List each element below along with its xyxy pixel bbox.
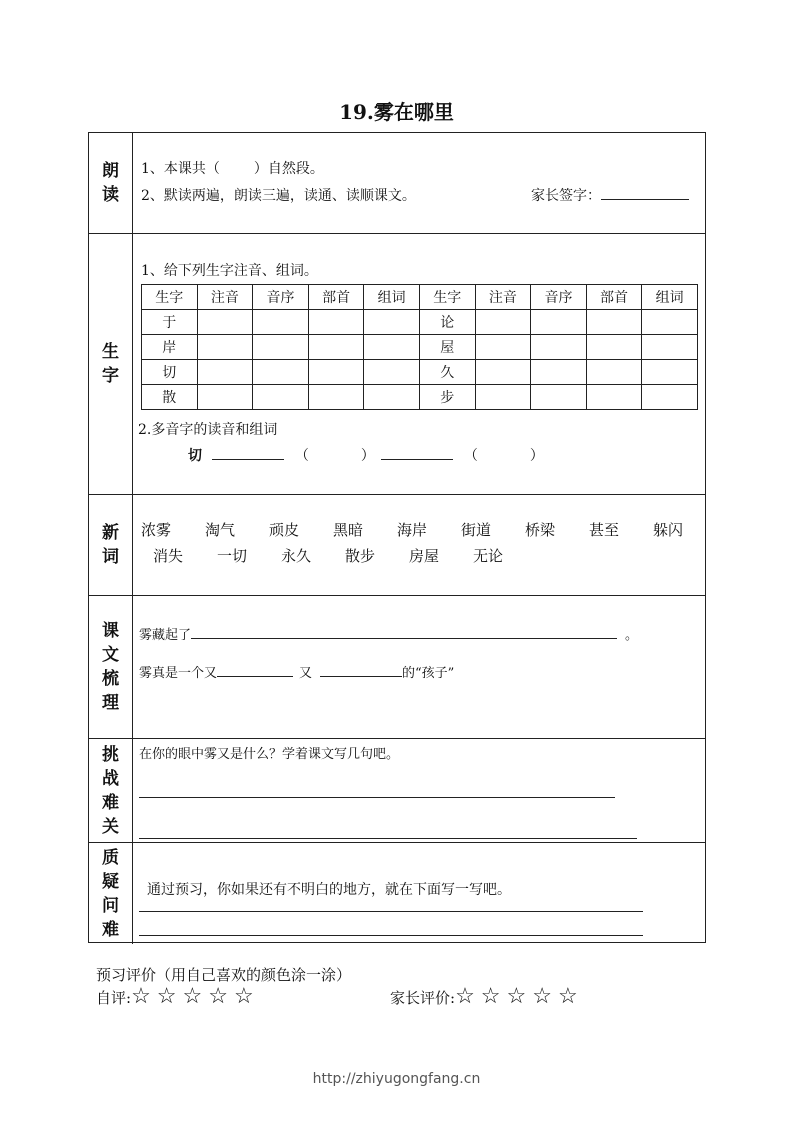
new-words-section xyxy=(89,495,705,596)
header-cell: 部首 xyxy=(586,285,642,310)
reading-label: 朗 读 xyxy=(89,133,133,233)
character-cell: 论 xyxy=(419,310,475,335)
header-cell: 生字 xyxy=(142,285,198,310)
parent-evaluation xyxy=(390,984,584,1009)
header-cell: 生字 xyxy=(419,285,475,310)
word-item: 淘气 xyxy=(205,521,236,539)
star-icon[interactable]: ☆ xyxy=(455,984,481,1009)
writing-line[interactable] xyxy=(139,797,615,798)
challenge-label: 挑 战 难 关 xyxy=(89,739,133,842)
polyphone-row: 切 （ ） （ ） xyxy=(188,448,544,464)
word-item: 躲闪 xyxy=(653,521,684,539)
answer-cell[interactable] xyxy=(364,385,420,410)
character-cell: 岸 xyxy=(142,335,198,360)
answer-cell[interactable] xyxy=(531,385,587,410)
worksheet-table xyxy=(88,132,706,943)
header-cell: 音序 xyxy=(531,285,587,310)
header-cell: 音序 xyxy=(253,285,309,310)
parent-rating-stars[interactable] xyxy=(455,984,584,1009)
answer-cell[interactable] xyxy=(531,335,587,360)
polyphone-title: 2.多音字的读音和组词 xyxy=(138,422,278,438)
character-cell: 于 xyxy=(142,310,198,335)
star-icon[interactable]: ☆ xyxy=(131,984,157,1009)
questions-section xyxy=(89,843,705,944)
character-cell: 散 xyxy=(142,385,198,410)
word-item: 甚至 xyxy=(589,521,620,539)
word-item: 无论 xyxy=(473,547,504,565)
reading-line-2: 2、默读两遍，朗读三遍，读通、读顺课文。 xyxy=(141,188,416,204)
word-list-row-2 xyxy=(153,545,503,566)
table-row xyxy=(142,310,698,335)
text-outline-section xyxy=(89,596,705,739)
word-item: 黑暗 xyxy=(333,521,364,539)
writing-line[interactable] xyxy=(139,935,643,936)
character-cell: 屋 xyxy=(419,335,475,360)
challenge-prompt: 在你的眼中雾又是什么？学着课文写几句吧。 xyxy=(139,747,400,762)
word-item: 海岸 xyxy=(397,521,428,539)
character-table xyxy=(141,284,698,410)
answer-cell[interactable] xyxy=(475,360,531,385)
adjective-blank-2[interactable] xyxy=(320,664,402,677)
self-evaluation xyxy=(96,984,260,1009)
text-outline-label: 课 文 梳 理 xyxy=(89,596,133,738)
outline-line-1: 雾藏起了 。 xyxy=(139,628,639,643)
star-icon[interactable]: ☆ xyxy=(506,984,533,1009)
word-item: 顽皮 xyxy=(269,521,300,539)
answer-cell[interactable] xyxy=(531,360,587,385)
answer-cell[interactable] xyxy=(197,335,253,360)
answer-cell[interactable] xyxy=(642,360,698,385)
hidden-things-blank[interactable] xyxy=(191,626,617,639)
answer-cell[interactable] xyxy=(308,335,364,360)
header-cell: 注音 xyxy=(197,285,253,310)
answer-cell[interactable] xyxy=(475,310,531,335)
answer-cell[interactable] xyxy=(586,335,642,360)
writing-line[interactable] xyxy=(139,911,643,912)
questions-prompt: 通过预习，你如果还有不明白的地方，就在下面写一写吧。 xyxy=(147,882,511,898)
header-cell: 注音 xyxy=(475,285,531,310)
table-header-row xyxy=(142,285,698,310)
reading-line-1: 1、本课共（ ）自然段。 xyxy=(141,161,324,177)
answer-cell[interactable] xyxy=(308,360,364,385)
answer-cell[interactable] xyxy=(642,310,698,335)
answer-cell[interactable] xyxy=(586,360,642,385)
answer-cell[interactable] xyxy=(642,335,698,360)
answer-cell[interactable] xyxy=(586,385,642,410)
reading-section xyxy=(89,133,705,234)
word-item: 桥梁 xyxy=(525,521,556,539)
word-item: 散步 xyxy=(345,547,376,565)
new-words-label: 新 词 xyxy=(89,495,133,595)
answer-cell[interactable] xyxy=(253,385,309,410)
characters-instruction: 1、给下列生字注音、组词。 xyxy=(141,263,318,279)
watermark-url: http://zhiyugongfang.cn xyxy=(312,1071,481,1087)
star-icon[interactable]: ☆ xyxy=(558,984,584,1009)
writing-line[interactable] xyxy=(139,838,637,839)
adjective-blank-1[interactable] xyxy=(217,664,293,677)
table-row xyxy=(142,360,698,385)
answer-cell[interactable] xyxy=(642,385,698,410)
character-cell: 切 xyxy=(142,360,198,385)
answer-cell[interactable] xyxy=(364,310,420,335)
word-list-row-1 xyxy=(141,519,683,540)
characters-section xyxy=(89,234,705,495)
word-item: 消失 xyxy=(153,547,184,565)
characters-label: 生 字 xyxy=(89,234,133,494)
word-item: 房屋 xyxy=(409,547,440,565)
answer-cell[interactable] xyxy=(475,335,531,360)
header-cell: 组词 xyxy=(364,285,420,310)
word-item: 浓雾 xyxy=(141,521,172,539)
table-row xyxy=(142,335,698,360)
answer-cell[interactable] xyxy=(253,335,309,360)
polyphone-char: 切 xyxy=(188,448,202,464)
parent-signature: 家长签字： xyxy=(531,185,689,205)
star-icon[interactable]: ☆ xyxy=(182,984,209,1009)
star-icon[interactable]: ☆ xyxy=(156,984,183,1009)
answer-cell[interactable] xyxy=(253,310,309,335)
self-rating-stars[interactable] xyxy=(131,984,260,1009)
character-cell: 步 xyxy=(419,385,475,410)
answer-cell[interactable] xyxy=(253,360,309,385)
word-item: 永久 xyxy=(281,547,312,565)
self-evaluation-label: 自评: xyxy=(96,989,132,1007)
answer-cell[interactable] xyxy=(586,310,642,335)
evaluation-title: 预习评价（用自己喜欢的颜色涂一涂） xyxy=(96,966,352,984)
header-cell: 组词 xyxy=(642,285,698,310)
star-icon[interactable]: ☆ xyxy=(234,984,260,1009)
star-icon[interactable]: ☆ xyxy=(208,984,234,1009)
signature-blank[interactable] xyxy=(601,187,689,200)
star-icon[interactable]: ☆ xyxy=(480,984,507,1009)
header-cell: 部首 xyxy=(308,285,364,310)
pinyin-blank-1[interactable] xyxy=(212,447,284,460)
answer-cell[interactable] xyxy=(308,385,364,410)
questions-label: 质 疑 问 难 xyxy=(89,843,133,944)
pinyin-blank-2[interactable] xyxy=(381,447,453,460)
star-icon[interactable]: ☆ xyxy=(532,984,558,1009)
answer-cell[interactable] xyxy=(364,335,420,360)
answer-cell[interactable] xyxy=(308,310,364,335)
answer-cell[interactable] xyxy=(197,360,253,385)
word-item: 街道 xyxy=(461,521,492,539)
answer-cell[interactable] xyxy=(531,310,587,335)
page-title: 19.雾在哪里 xyxy=(339,100,454,124)
character-cell: 久 xyxy=(419,360,475,385)
word-item: 一切 xyxy=(217,547,248,565)
answer-cell[interactable] xyxy=(197,385,253,410)
answer-cell[interactable] xyxy=(475,385,531,410)
challenge-section xyxy=(89,739,705,843)
answer-cell[interactable] xyxy=(197,310,253,335)
answer-cell[interactable] xyxy=(364,360,420,385)
parent-evaluation-label: 家长评价: xyxy=(390,989,456,1007)
table-row xyxy=(142,385,698,410)
outline-line-2: 雾真是一个又 又 的“孩子” xyxy=(139,666,455,681)
